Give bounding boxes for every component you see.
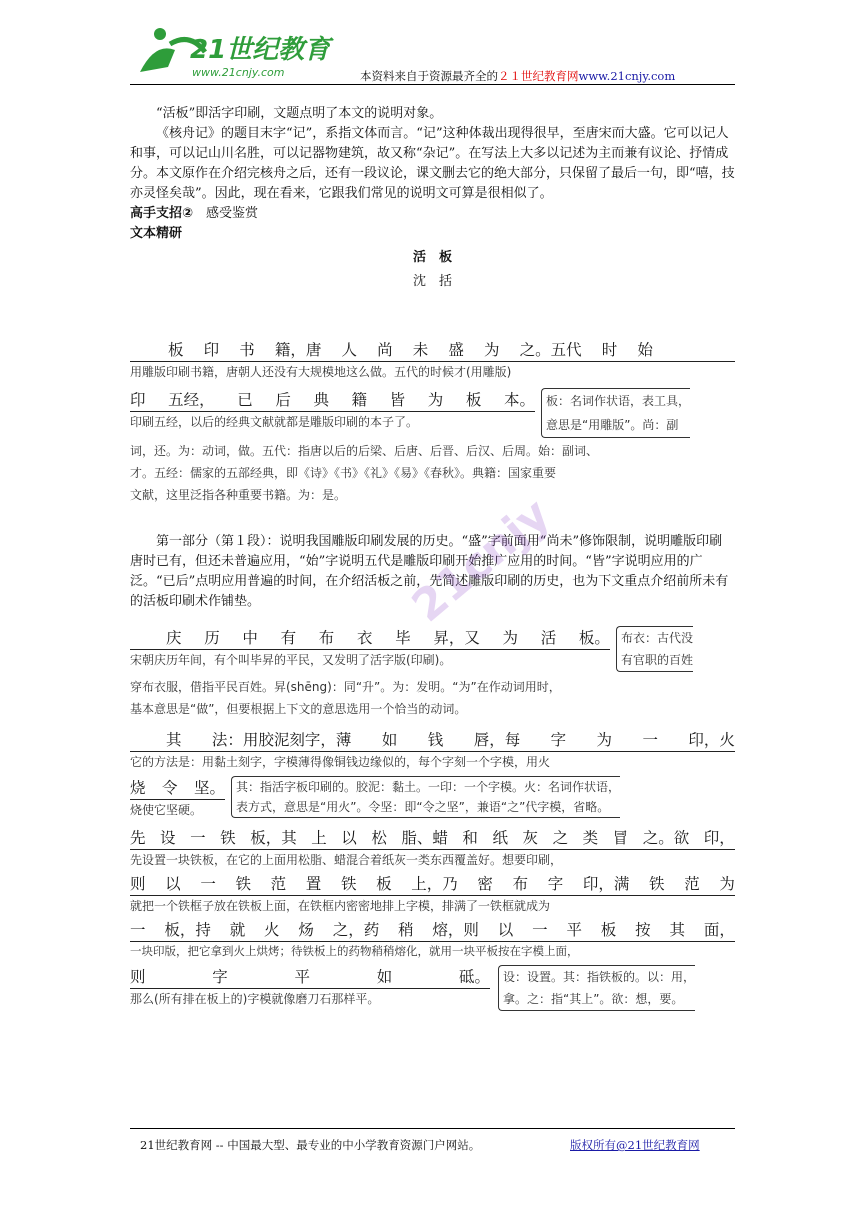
site-logo [130, 22, 340, 82]
translation-line: 一块印版，把它拿到火上烘烤；待铁板上的药物稍稍熔化，就用一块平板按在字模上面， [130, 941, 735, 959]
intro-paragraph-1: “活板”即活字印刷，文题点明了本文的说明对象。 [156, 106, 443, 121]
translation-line: 它的方法是：用黏土刻字，字模薄得像铜钱边缘似的，每个字刻一个字模，用火 [130, 751, 735, 770]
original-line: 先 设 一 铁 板，其 上 以 松 脂、蜡 和 纸 灰 之 类 冒 之。欲 印， [130, 829, 735, 847]
footer-copyright-link[interactable]: 版权所有@21世纪教育网 [570, 1138, 700, 1152]
annotated-passage-1 [130, 338, 735, 506]
original-line: 则 字 平 如 砥。 [130, 968, 490, 986]
original-line: 则 以 一 铁 范 置 铁 板 上，乃 密 布 字 印，满 铁 范 为 [130, 875, 735, 893]
translation-line: 先设置一块铁板，在它的上面用松脂、蜡混合着纸灰一类东西覆盖好。想要印刷， [130, 849, 735, 868]
original-line: 印 五经， 已 后 典 籍 皆 为 板 本。 [130, 391, 535, 409]
intro-section [130, 104, 735, 292]
header-url[interactable]: www.21cnjy.com [578, 69, 676, 83]
translation-line: 印刷五经，以后的经典文献就都是雕版印刷的本子了。 [130, 411, 535, 430]
translation-line: 用雕版印刷书籍，唐朝人还没有大规模地这么做。五代的时候才(用雕版) [130, 361, 735, 380]
watermark: 21cnjy [402, 488, 560, 633]
original-line: 庆 历 中 有 布 衣 毕 昇，又 为 活 板。 [166, 629, 610, 647]
header-site-name: ２１世纪教育网 [498, 69, 579, 83]
text-author: 沈 括 [412, 274, 452, 289]
analysis-paragraph: 第一部分（第１段）：说明我国雕版印刷发展的历史。“盛”字前面用“尚未”修饰限制，说明雕版印刷唐时已有，但还未普遍应用，“始”字说明五代是雕版印刷开始推广应用的时间。“皆”字说明应用的广泛。“已后”点明应用普遍的时间，在介绍活板之前，先简述雕版印刷的历史，也为下文重点介绍前所未有的活板印刷术作铺垫。 [130, 534, 729, 609]
page-header [130, 22, 735, 88]
footer-text: 21世纪教育网 -- 中国最大型、最专业的中小学教育资源门户网站。 [140, 1138, 481, 1152]
side-note: 设：设置。其：指铁板的。以：用， 拿。之：指“其上”。欲：想，要。 [498, 965, 695, 1011]
annotation-block: 词，还。为：动词，做。五代：指唐以后的后梁、后唐、后晋、后汉、后周。始：副词、 才。五经：儒家的五部经典，即《诗》《书》《礼》《易》《春秋》。典籍：国家重要 文献，这里泛指各种重要书籍。为：是。 [130, 444, 599, 502]
original-line: 烧 令 坚。 [130, 779, 225, 797]
annotated-passage-2 [130, 626, 735, 1011]
original-line: 一 板，持 就 火 炀 之，药 稍 熔，则 以 一 平 板 按 其 面， [130, 921, 735, 939]
translation-line: 烧使它坚硬。 [130, 799, 225, 818]
original-line: 其 法：用胶泥刻字，薄 如 钱 唇，每 字 为 一 印，火 [166, 731, 735, 749]
header-rule [130, 84, 735, 85]
side-note: 布衣：古代没 有官职的百姓 [616, 626, 693, 672]
page-footer [130, 1128, 735, 1152]
section-heading-1: 高手支招② 感受鉴赏 [130, 206, 259, 221]
text-title: 活 板 [412, 250, 452, 265]
original-line: 板 印 书 籍，唐 人 尚 未 盛 为 之。五代 时 始 [168, 341, 653, 359]
side-note: 板：名词作状语，表工具， 意思是“用雕版”。尚：副 [541, 388, 690, 438]
logo-text: 21世纪教育 [190, 35, 331, 65]
side-note: 其：指活字板印刷的。胶泥：黏土。一印：一个字模。火：名词作状语， 表方式，意思是“用火”。令坚：即“令之坚”，兼语“之”代字模，省略。 [231, 776, 620, 818]
intro-paragraph-2: 《核舟记》的题目末字“记”，系指文体而言。“记”这种体裁出现得很早，至唐宋而大盛。它可以记人和事，可以记山川名胜，可以记器物建筑，故又称“杂记”。在写法上大多以记述为主而兼有议论、抒情成分。本文原作在介绍完核舟之后，还有一段议论，课文删去它的绝大部分，只保留了最后一句，即“嘻，技亦灵怪矣哉”。因此，现在看来，它跟我们常见的说明文可算是很相似了。 [130, 126, 735, 201]
annotation-block: 穿布衣服，借指平民百姓。昇(shēng)：同“升”。为：发明。“为”在作动词用时， 基本意思是“做”，但要根据上下文的意思选用一个恰当的动词。 [130, 680, 561, 716]
translation-line: 就把一个铁框子放在铁板上面，在铁框内密密地排上字模，排满了一铁框就成为 [130, 895, 735, 914]
translation-line: 宋朝庆历年间，有个叫毕昇的平民，又发明了活字版(印刷)。 [130, 649, 610, 668]
header-note: 本资料来自于资源最齐全的２１世纪教育网www.21cnjy.com [360, 69, 676, 83]
section-heading-2: 文本精研 [130, 226, 183, 241]
translation-line: 那么(所有排在板上的)字模就像磨刀石那样平。 [130, 988, 490, 1007]
logo-url: www.21cnjy.com [192, 66, 285, 79]
